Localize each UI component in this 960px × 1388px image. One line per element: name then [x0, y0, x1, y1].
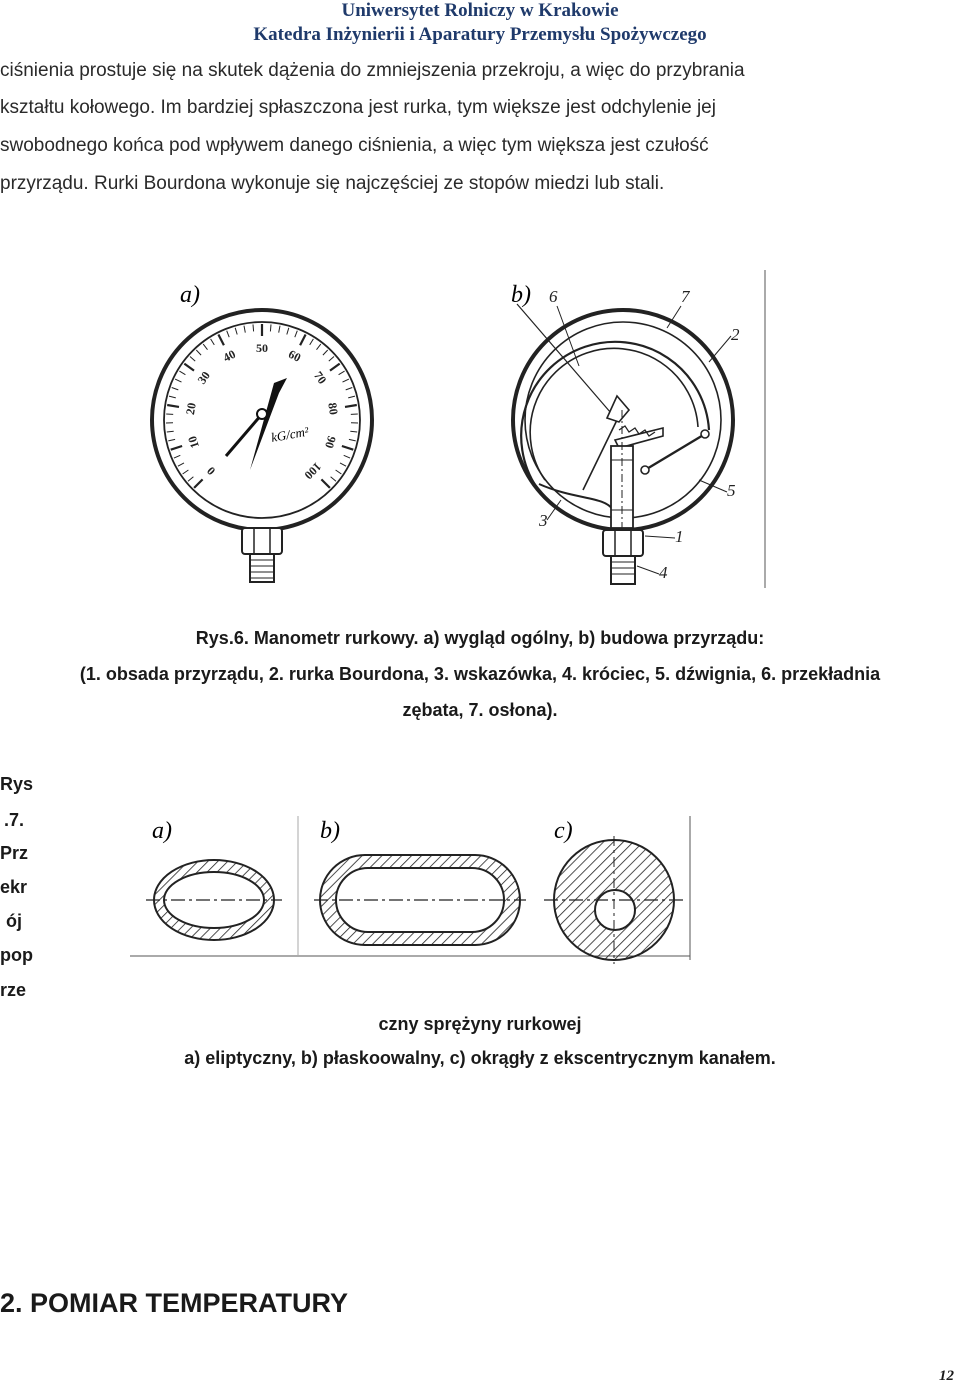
part-number-7: 7	[681, 287, 690, 306]
gauge-dial-number: 10	[184, 434, 203, 451]
page-number: 12	[939, 1368, 954, 1384]
part-number-2: 2	[731, 325, 740, 344]
figure7-fragment-3: Prz	[0, 843, 29, 863]
figure6-caption-line-1: Rys.6. Manometr rurkowy. a) wygląd ogólny, b) budowa przyrządu:	[195, 628, 765, 648]
gauge-dial-number: 80	[325, 401, 341, 416]
part-number-6: 6	[549, 287, 558, 306]
gauge-dial-number: 30	[194, 368, 213, 387]
figure7-caption-line-1: czny sprężyny rurkowej	[378, 1014, 582, 1034]
section-heading: 2. POMIAR TEMPERATURY	[0, 1288, 349, 1318]
header-university: Uniwersytet Rolniczy w Krakowie	[341, 0, 619, 21]
gauge-dial-number: 100	[301, 459, 325, 483]
gauge-dial-number: 40	[220, 346, 238, 365]
part-number-3: 3	[539, 511, 548, 530]
figure6-caption-line-2: (1. obsada przyrządu, 2. rurka Bourdona, 3. wskazówka, 4. króciec, 5. dźwignia, 6. przekładnia	[79, 664, 881, 684]
figure7-fragment-2: .7.	[4, 810, 25, 830]
figure6-caption-line-3: zębata, 7. osłona).	[402, 700, 558, 720]
figure6b-construction	[495, 270, 775, 590]
figure7-cross-sections	[130, 810, 700, 970]
gauge-dial-number: 20	[183, 401, 199, 416]
gauge-dial-number: 70	[311, 368, 330, 387]
paragraph-line-3: swobodnego końca pod wpływem danego ciśnienia, a więc tym większa jest czułość	[0, 135, 709, 156]
figure6a-label: a)	[180, 282, 200, 308]
part-number-4: 4	[659, 563, 668, 582]
figure7-fragment-6: pop	[0, 945, 33, 965]
figure7-fragment-4: ekr	[0, 877, 28, 897]
gauge-dial-number: 60	[286, 346, 304, 365]
gauge-unit: kG/cm²	[269, 423, 310, 445]
figure7b-label: b)	[320, 818, 340, 844]
header-department: Katedra Inżynierii i Aparatury Przemysłu Spożywczego	[253, 24, 707, 45]
figure7a-label: a)	[152, 818, 172, 844]
gauge-dial-number: 0	[204, 463, 219, 478]
figure7-fragment-1: Rys	[0, 774, 34, 794]
figure7c-label: c)	[554, 818, 573, 844]
paragraph-line-4: przyrządu. Rurki Bourdona wykonuje się najczęściej ze stopów miedzi lub stali.	[0, 173, 665, 194]
paragraph-line-1: ciśnienia prostuje się na skutek dążenia do zmniejszenia przekroju, a więc do przybrania	[0, 60, 745, 81]
figure6b-label: b)	[511, 282, 531, 308]
paragraph-line-2: kształtu kołowego. Im bardziej spłaszczona jest rurka, tym większe jest odchylenie jej	[0, 97, 716, 118]
part-number-1: 1	[675, 527, 684, 546]
figure7-fragment-5: ój	[6, 911, 22, 931]
figure6a-gauge	[150, 270, 390, 590]
gauge-dial-number: 90	[321, 434, 340, 451]
gauge-dial-number: 50	[256, 341, 268, 355]
figure7-caption-line-2: a) eliptyczny, b) płaskoowalny, c) okrągły z ekscentrycznym kanałem.	[184, 1048, 776, 1068]
figure7-fragment-7: rze	[0, 980, 27, 1000]
part-number-5: 5	[727, 481, 736, 500]
